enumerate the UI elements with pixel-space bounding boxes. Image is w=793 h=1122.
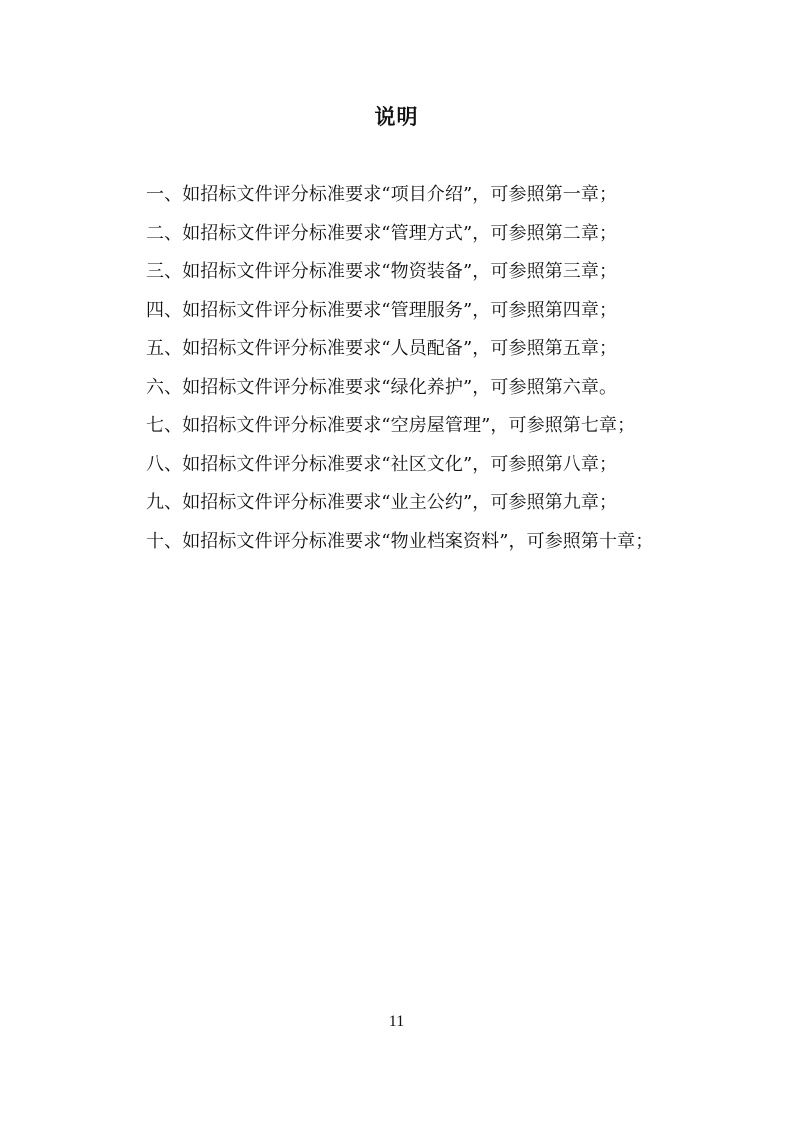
instruction-item-1: 一、如招标文件评分标准要求“项目介绍”，可参照第一章； [146,184,618,205]
page-number: 11 [388,1013,405,1030]
instruction-item-7: 七、如招标文件评分标准要求“空房屋管理”，可参照第七章； [146,415,636,436]
instruction-item-9: 九、如招标文件评分标准要求“业主公约”，可参照第九章； [146,492,618,513]
instruction-item-8: 八、如招标文件评分标准要求“社区文化”，可参照第八章； [146,453,618,475]
instruction-item-3: 三、如招标文件评分标准要求“物资装备”，可参照第三章； [146,261,618,282]
instruction-item-6: 六、如招标文件评分标准要求“绿化养护”，可参照第六章。 [146,376,618,398]
document-title: 说明 [374,105,419,129]
instruction-item-5: 五、如招标文件评分标准要求“人员配备”，可参照第五章； [146,338,618,359]
instruction-item-4: 四、如招标文件评分标准要求“管理服务”，可参照第四章； [146,299,618,321]
instruction-item-2: 二、如招标文件评分标准要求“管理方式”，可参照第二章； [146,222,618,244]
instruction-item-10: 十、如招标文件评分标准要求“物业档案资料”，可参照第十章； [146,530,654,552]
instruction-list [106,176,702,561]
